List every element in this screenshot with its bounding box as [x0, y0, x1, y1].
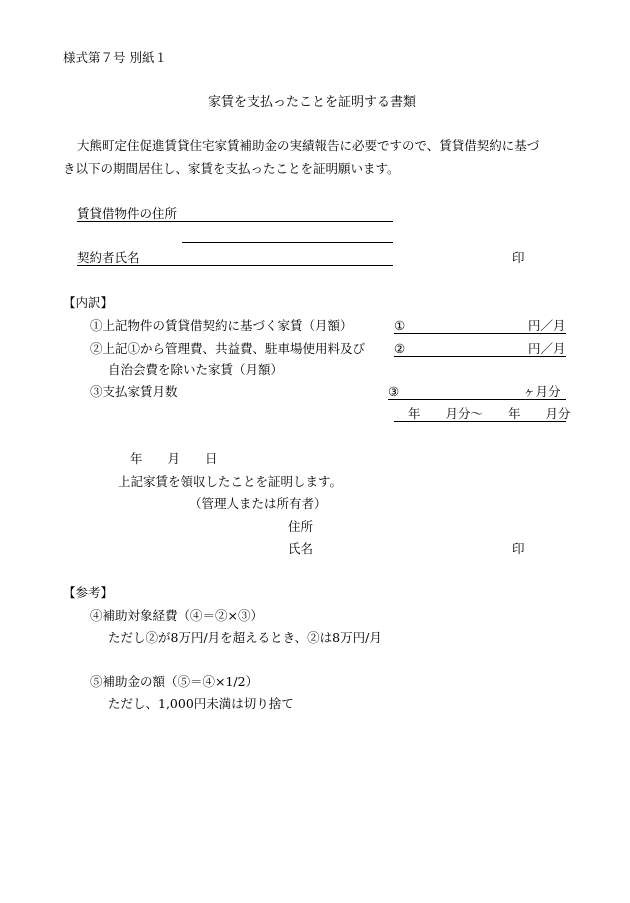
- certification-statement: 上記家賃を領収したことを証明します。: [118, 474, 343, 489]
- breakdown-item2-unit: 円／月: [528, 341, 566, 356]
- intro-line-1: 大熊町定住促進賃貸住宅家賃補助金の実績報告に必要ですので、賃貸借契約に基づ: [77, 138, 540, 153]
- breakdown-item2-label-cont: 自治会費を除いた家賃（月額）: [108, 362, 284, 377]
- breakdown-item1-label: ①上記物件の賃貸借契約に基づく家賃（月額）: [90, 318, 353, 333]
- reference-item4-note: ただし②が8万円/月を超えるとき、②は8万円/月: [108, 630, 382, 645]
- reference-item5-note: ただし、1,000円未満は切り捨て: [108, 696, 294, 711]
- breakdown-item3-unit: ヶ月分: [523, 384, 561, 399]
- property-address-line-2[interactable]: [182, 242, 393, 243]
- reference-item4-label: ④補助対象経費（④＝②×③）: [90, 608, 263, 623]
- contractor-seal: 印: [512, 250, 525, 265]
- breakdown-item3-field[interactable]: [388, 399, 566, 400]
- certifier-address-label: 住所: [288, 519, 314, 534]
- breakdown-item2-marker: ②: [394, 341, 406, 356]
- certification-date: 年 月 日: [130, 451, 218, 466]
- form-number: 様式第７号 別紙１: [63, 50, 167, 65]
- breakdown-item1-marker: ①: [394, 318, 406, 333]
- property-address-label: 賃貸借物件の住所: [77, 206, 178, 221]
- intro-line-2: き以下の期間居住し、家賃を支払ったことを証明願います。: [63, 161, 400, 176]
- property-address-line-1[interactable]: [77, 221, 393, 222]
- breakdown-item3-period: 年 月分～ 年 月分: [408, 406, 571, 421]
- breakdown-item2-label: ②上記①から管理費、共益費、駐車場使用料及び: [90, 341, 366, 356]
- certifier-seal: 印: [512, 541, 525, 556]
- breakdown-item1-unit: 円／月: [528, 318, 566, 333]
- contractor-name-line[interactable]: [77, 265, 393, 266]
- document-title: 家賃を支払ったことを証明する書類: [208, 95, 417, 110]
- breakdown-item3-period-field[interactable]: [394, 421, 566, 422]
- certifier-name-label: 氏名: [288, 541, 314, 556]
- reference-item5-label: ⑤補助金の額（⑤＝④×1/2）: [90, 674, 259, 689]
- breakdown-heading: 【内訳】: [63, 295, 114, 310]
- reference-heading: 【参考】: [63, 585, 114, 600]
- breakdown-item3-marker: ③: [388, 384, 400, 399]
- breakdown-item2-field[interactable]: [394, 356, 566, 357]
- breakdown-item3-label: ③支払家賃月数: [90, 384, 178, 399]
- certifier-role: （管理人または所有者）: [189, 496, 327, 511]
- contractor-name-label: 契約者氏名: [77, 250, 140, 265]
- breakdown-item1-field[interactable]: [394, 333, 566, 334]
